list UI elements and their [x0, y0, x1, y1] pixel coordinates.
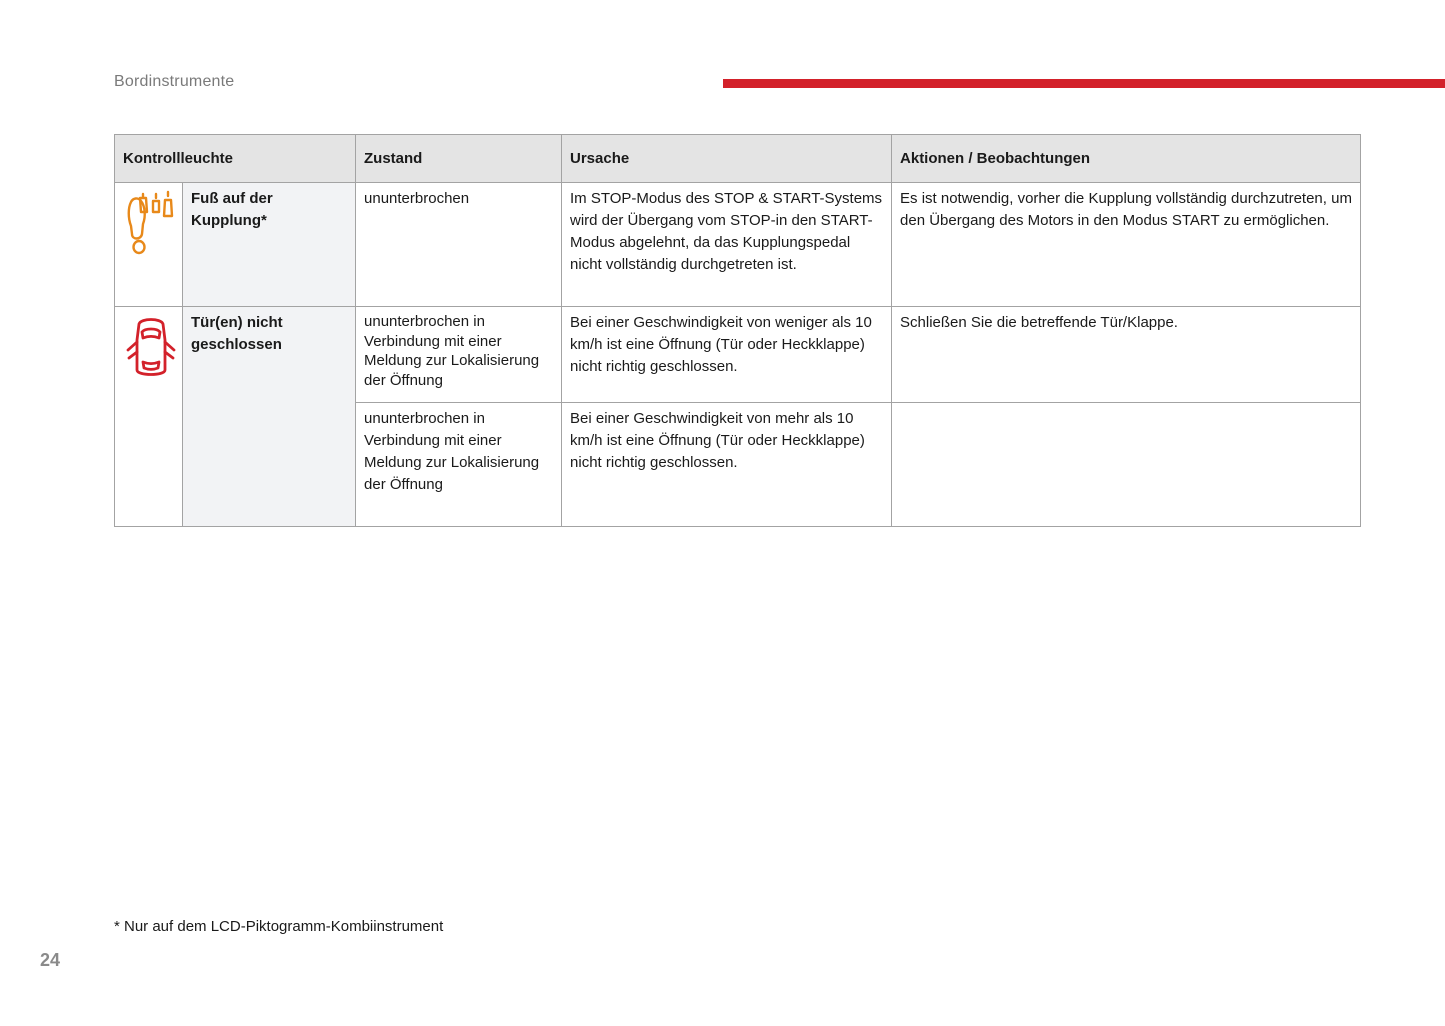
aktionen-cell [892, 403, 1361, 527]
zustand-cell: ununterbrochen in Verbindung mit einer Meldung zur Lokalisierung der Öffnung [356, 307, 562, 403]
door-open-icon [123, 312, 179, 384]
aktionen-cell: Es ist notwendig, vorher die Kupplung vollständig durchzutreten, um den Übergang des Motors in den Modus START zu ermöglichen. [892, 183, 1361, 307]
ursache-cell: Bei einer Geschwindigkeit von mehr als 10 km/h ist eine Öffnung (Tür oder Heckklappe) nicht richtig geschlossen. [562, 403, 892, 527]
section-title: Bordinstrumente [114, 73, 235, 90]
header-ursache: Ursache [562, 135, 892, 183]
footnote: * Nur auf dem LCD-Piktogramm-Kombiinstrument [114, 918, 444, 935]
header-zustand: Zustand [356, 135, 562, 183]
table-row [115, 307, 1361, 403]
header-aktionen: Aktionen / Beobachtungen [892, 135, 1361, 183]
ursache-cell: Bei einer Geschwindigkeit von weniger als 10 km/h ist eine Öffnung (Tür oder Heckklappe) nicht richtig geschlossen. [562, 307, 892, 403]
table-header-row [115, 135, 1361, 183]
zustand-cell: ununterbrochen in Verbindung mit einer Meldung zur Lokalisierung der Öffnung [356, 403, 562, 527]
warning-lights-table [114, 134, 1361, 527]
table-row [115, 183, 1361, 307]
clutch-pedal-icon [123, 188, 179, 260]
header-accent-bar [723, 79, 1445, 88]
name-cell: Fuß auf der Kupplung* [183, 183, 356, 307]
ursache-cell: Im STOP-Modus des STOP & START-Systems wird der Übergang vom STOP-in den START-Modus abgelehnt, da das Kupplungspedal nicht vollständig durchgetreten ist. [562, 183, 892, 307]
icon-cell [115, 183, 183, 307]
name-cell: Tür(en) nicht geschlossen [183, 307, 356, 527]
icon-cell [115, 307, 183, 527]
aktionen-cell: Schließen Sie die betreffende Tür/Klappe. [892, 307, 1361, 403]
header-kontrollleuchte: Kontrollleuchte [115, 135, 356, 183]
zustand-cell: ununterbrochen [356, 183, 562, 307]
page-number: 24 [40, 950, 61, 970]
